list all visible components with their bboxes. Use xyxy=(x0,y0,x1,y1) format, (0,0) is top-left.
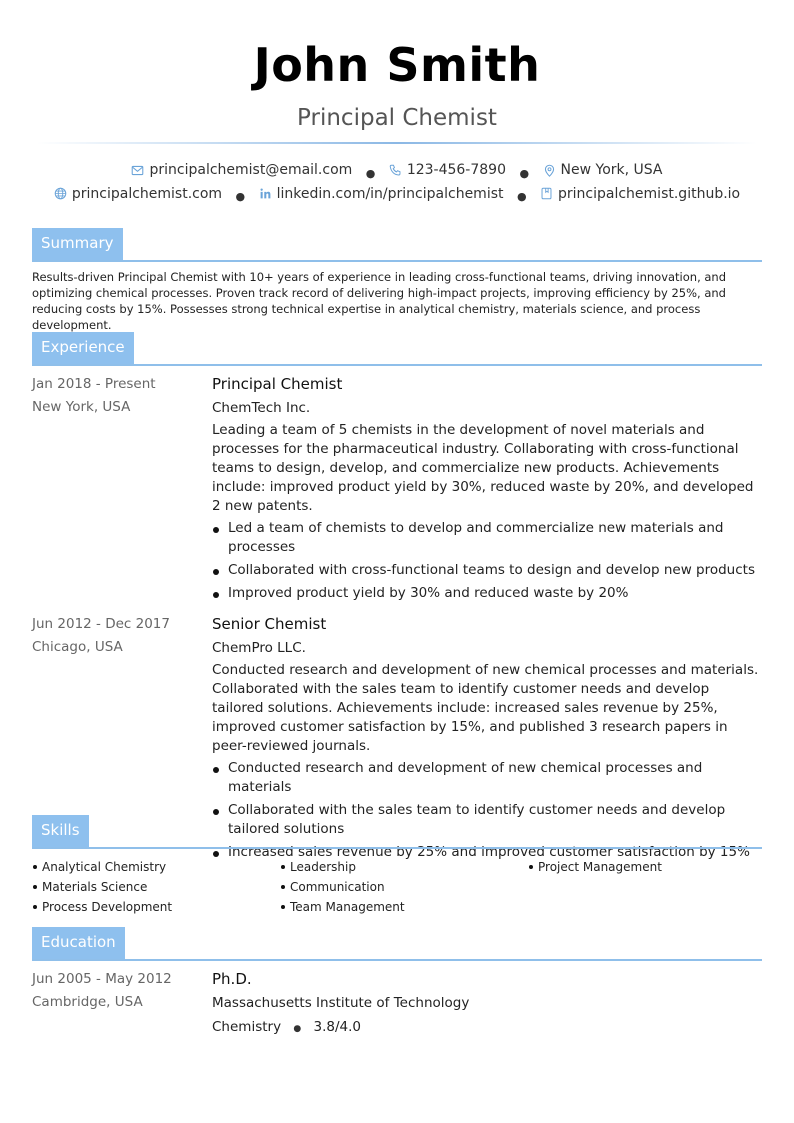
education-section xyxy=(32,927,762,1041)
separator-dot: ● xyxy=(516,190,527,203)
contact-website[interactable] xyxy=(54,184,222,204)
achievement-item: Led a team of chemists to develop and commercialize new materials and processes xyxy=(212,519,762,557)
skill-item: Leadership xyxy=(280,857,528,877)
contact-github[interactable] xyxy=(540,184,740,204)
candidate-title: Principal Chemist xyxy=(297,105,497,131)
job-description: Conducted research and development of new chemical processes and materials. Collaborated with the sales team to identify customer needs and develop tailored solutions. Achievements include: increased sales revenue by 25%, improved customer satisfaction by 15%, and published 3 research papers in peer-reviewed journals. xyxy=(212,662,759,754)
summary-text: Results-driven Principal Chemist with 10+ years of experience in leading cross-functional teams, driving innovation, and optimizing chemical processes. Proven track record of delivering high-impact projects, improving efficiency by 25%, and reducing costs by 15%. Possesses strong technical expertise in analytical chemistry, materials science, and process development. xyxy=(32,270,727,332)
education-heading-bar xyxy=(32,927,762,961)
mail-icon xyxy=(131,164,144,177)
contact-location xyxy=(543,160,663,180)
skill-grid-spacer xyxy=(528,877,762,897)
linkedin-text: linkedin.com/in/principalchemist xyxy=(276,185,504,202)
contact-row-2 xyxy=(0,184,794,208)
header-divider xyxy=(37,142,757,144)
achievement-item: Collaborated with cross-functional teams to design and develop new products xyxy=(212,561,762,580)
candidate-name: John Smith xyxy=(253,38,541,92)
experience-location: Chicago, USA xyxy=(32,639,123,655)
phone-text: 123-456-7890 xyxy=(406,162,506,178)
skills-heading-bar xyxy=(32,815,762,849)
skill-item: Materials Science xyxy=(32,877,280,897)
education-location: Cambridge, USA xyxy=(32,994,143,1010)
experience-meta xyxy=(32,613,202,659)
skill-item: Communication xyxy=(280,877,528,897)
resume-header xyxy=(0,0,794,144)
skills-section xyxy=(32,815,762,917)
contact-row-1 xyxy=(0,160,794,184)
separator-dot: ● xyxy=(293,1024,302,1034)
achievement-list xyxy=(212,519,762,603)
separator-dot: ● xyxy=(365,166,376,180)
skill-item: Process Development xyxy=(32,897,280,917)
contact-email[interactable] xyxy=(131,160,352,180)
phone-icon xyxy=(389,164,402,177)
job-title: Senior Chemist xyxy=(212,615,327,633)
github-text: principalchemist.github.io xyxy=(558,185,741,202)
education-meta xyxy=(32,968,202,1014)
achievement-item: Improved product yield by 30% and reduced waste by 20% xyxy=(212,584,762,603)
job-title: Principal Chemist xyxy=(212,375,343,393)
location-text: New York, USA xyxy=(560,162,663,178)
linkedin-icon xyxy=(259,187,272,200)
experience-location: New York, USA xyxy=(32,399,131,415)
summary-heading-bar xyxy=(32,228,762,262)
skills-heading: Skills xyxy=(32,815,89,847)
summary-heading: Summary xyxy=(32,228,123,260)
field-of-study: Chemistry xyxy=(212,1019,282,1035)
job-description: Leading a team of 5 chemists in the development of novel materials and processes for the pharmaceutical industry. Collaborating with cross-functional teams to design, develop, and commercialize new products. Achievements include: improved product yield by 30%, reduced waste by 20%, and developed 2 new patents. xyxy=(212,422,754,514)
education-heading: Education xyxy=(32,927,125,959)
achievement-item: Collaborated with the sales team to identify customer needs and develop tailored solutions xyxy=(212,801,762,839)
experience-dates: Jan 2018 - Present xyxy=(32,376,156,392)
achievement-item: Increased sales revenue by 25% and improved customer satisfaction by 15% xyxy=(212,843,762,862)
skill-item: Analytical Chemistry xyxy=(32,857,280,877)
gpa: 3.8/4.0 xyxy=(313,1019,362,1035)
education-dates: Jun 2005 - May 2012 xyxy=(32,971,172,987)
company-name: ChemPro LLC. xyxy=(212,640,306,656)
separator-dot: ● xyxy=(519,166,530,180)
experience-details xyxy=(212,373,762,603)
separator-dot: ● xyxy=(235,190,246,203)
experience-section xyxy=(32,332,762,866)
achievement-item: Conducted research and development of new chemical processes and materials xyxy=(212,759,762,797)
experience-entry xyxy=(32,373,762,603)
skill-item: Team Management xyxy=(280,897,528,917)
skill-item: Project Management xyxy=(528,857,762,877)
education-entry xyxy=(32,968,762,1041)
location-pin-icon xyxy=(543,164,556,177)
experience-meta xyxy=(32,373,202,419)
school-name: Massachusetts Institute of Technology xyxy=(212,995,470,1011)
contact-linkedin[interactable] xyxy=(259,184,504,204)
bookmark-icon xyxy=(540,187,553,200)
degree-title: Ph.D. xyxy=(212,970,252,988)
summary-section xyxy=(32,228,762,333)
company-name: ChemTech Inc. xyxy=(212,400,311,416)
skills-grid xyxy=(32,857,762,917)
experience-heading: Experience xyxy=(32,332,134,364)
website-text: principalchemist.com xyxy=(71,185,223,202)
education-field-gpa xyxy=(212,1016,762,1041)
experience-heading-bar xyxy=(32,332,762,366)
contact-phone[interactable] xyxy=(389,160,506,180)
experience-dates: Jun 2012 - Dec 2017 xyxy=(32,616,170,632)
globe-icon xyxy=(54,187,67,200)
email-text: principalchemist@email.com xyxy=(149,162,353,178)
education-details xyxy=(212,968,762,1041)
